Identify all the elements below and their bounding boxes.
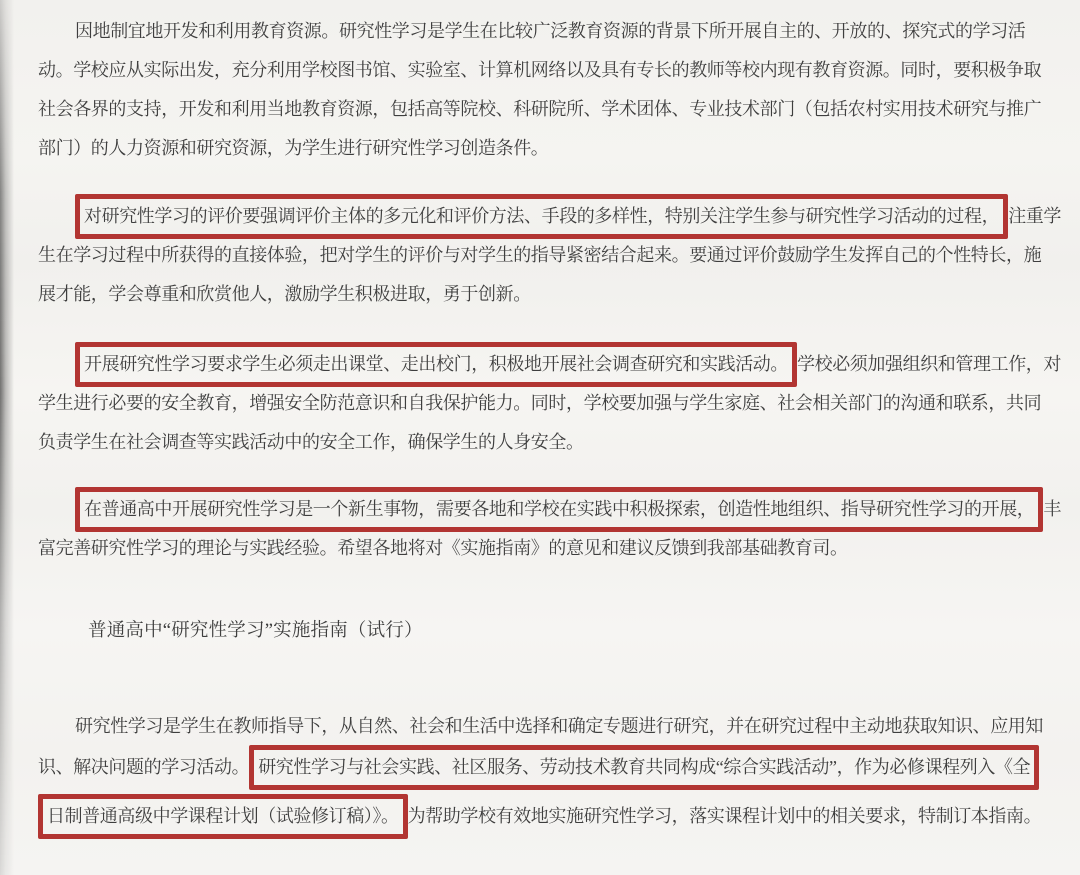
paragraph-4 [38, 490, 1062, 568]
text-line [38, 423, 1048, 462]
paragraph-5 [38, 706, 1048, 837]
text-segment: 部门）的人力资源和研究资源，为学生进行研究性学习创造条件。 [38, 138, 549, 158]
document-heading: 普通高中“研究性学习”实施指南（试行） [88, 621, 423, 641]
text-line [38, 90, 1048, 129]
highlighted-text: 在普通高中开展研究性学习是一个新生事物，需要各地和学校在实践中积极探索，创造性地组织、指导研究性学习的开展， [75, 487, 1043, 532]
highlighted-text: 对研究性学习的评价要强调评价主体的多元化和评价方法、手段的多样性，特别关注学生参与研究性学习活动的过程， [75, 194, 1008, 239]
highlighted-text: 开展研究性学习要求学生必须走出课堂、走出校门，积极地开展社会调查研究和实践活动。 [75, 342, 797, 387]
text-line [38, 197, 1062, 236]
text-line [38, 12, 1048, 51]
text-segment: 研究性学习是学生在教师指导下，从自然、社会和生活中选择和确定专题进行研究，并在研究过程中主动地获取知识、应用知 [75, 716, 1043, 736]
text-line [38, 236, 1048, 275]
paragraph-3 [38, 345, 1061, 462]
paragraph-2 [38, 197, 1062, 314]
text-segment: 动。学校应从实际出发，充分利用学校图书馆、实验室、计算机网络以及具有专长的教师等校内现有教育资源。同时，要积极争取 [38, 60, 1042, 80]
scan-edge-shadow [0, 0, 14, 875]
text-segment: 负责学生在社会调查等实践活动中的安全工作，确保学生的人身安全。 [38, 432, 584, 452]
text-segment: 因地制宜地开发和利用教育资源。研究性学习是学生在比较广泛教育资源的背景下所开展自主的、开放的、探究式的学习活 [75, 21, 1026, 41]
text-segment: 为帮助学校有效地实施研究性学习，落实课程计划中的相关要求，特制订本指南。 [407, 806, 1042, 826]
text-line [38, 51, 1048, 90]
text-line [38, 275, 1048, 314]
text-segment: 社会各界的支持，开发和利用当地教育资源，包括高等院校、科研院所、学术团体、专业技术部门（包括农村实用技术研究与推广 [38, 99, 1042, 119]
paragraph-1 [38, 12, 1048, 168]
text-line [38, 384, 1048, 423]
text-segment: 学生进行必要的安全教育，增强安全防范意识和自我保护能力。同时，学校要加强与学生家庭、社会相关部门的沟通和联系，共同 [38, 393, 1042, 413]
highlighted-text: 研究性学习与社会实践、社区服务、劳动技术教育共同构成“综合实践活动”，作为必修课程列入《全 [249, 745, 1039, 790]
text-line [38, 490, 1062, 529]
text-segment: 学校必须加强组织和管理工作，对 [797, 354, 1061, 374]
text-segment: 生在学习过程中所获得的直接体验，把对学生的评价与对学生的指导紧密结合起来。要通过评价鼓励学生发挥自己的个性特长，施 [38, 245, 1042, 265]
text-line [38, 129, 1048, 168]
text-line [38, 345, 1061, 384]
text-line [38, 706, 1048, 747]
text-segment: 注重学 [1008, 206, 1062, 226]
text-segment: 富完善研究性学习的理论与实践经验。希望各地将对《实施指南》的意见和建议反馈到我部基础教育司。 [38, 538, 848, 558]
highlighted-text: 日制普通高级中学课程计划（试验修订稿）》。 [38, 794, 408, 839]
text-line [38, 529, 1048, 568]
text-segment: 丰 [1043, 499, 1062, 519]
text-segment: 展才能，学会尊重和欣赏他人，激励学生积极进取，勇于创新。 [38, 284, 531, 304]
text-segment: 识、解决问题的学习活动。 [38, 757, 250, 777]
text-line [38, 747, 1048, 788]
text-line [38, 796, 1048, 837]
